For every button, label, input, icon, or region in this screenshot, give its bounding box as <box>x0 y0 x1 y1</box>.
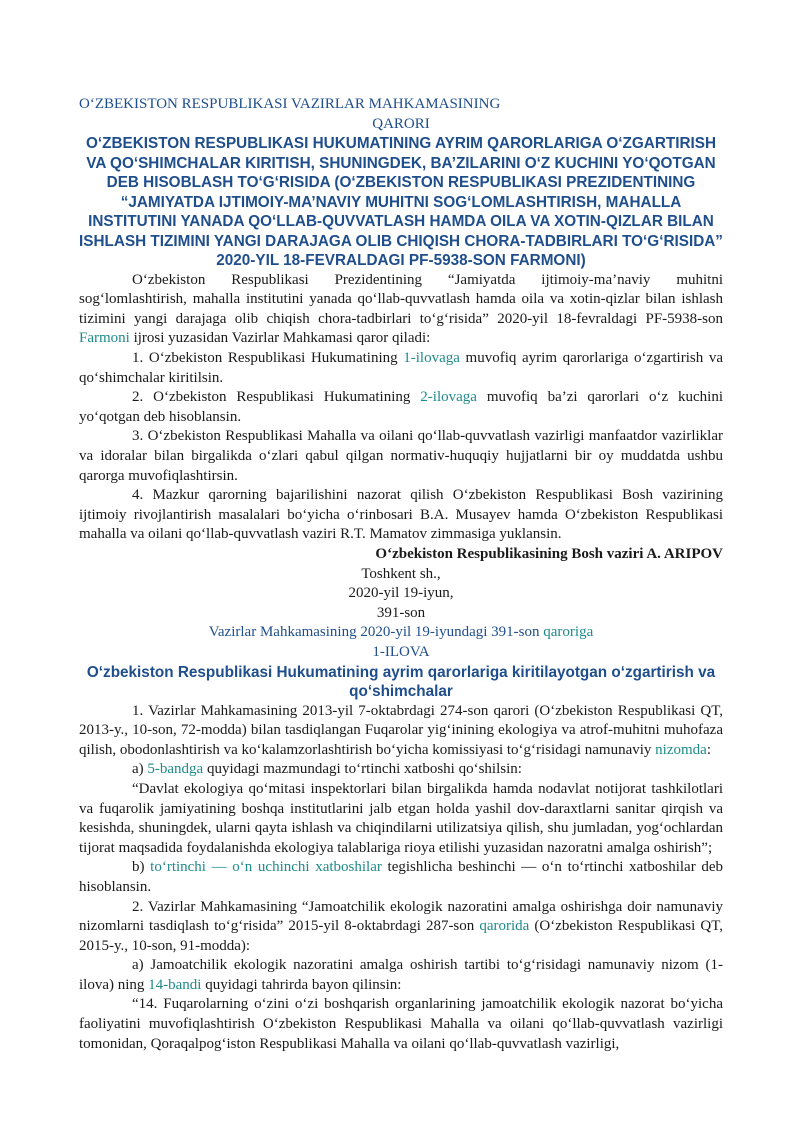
document-number: 391-son <box>376 604 426 621</box>
annex-reference <box>79 623 723 643</box>
item-2-text-b: muvofiq ba’zi qarorlari o‘z kuchini yo‘qotgan deb hisoblansin. <box>79 389 723 425</box>
annex-p1-text-a: 1. Vazirlar Mahkamasining 2013-yil 7-oktabrdagi 274-son qarori (O‘zbekiston Respublikasi QT, 2013-y., 10-son, 72-modda) bilan tasdiqlangan Fuqarolar yig‘inining ekologiya va atrof-muhitni muhofaza qilish, obodonlashtirish va ko‘kalamzorlashtirish bo‘yicha komissiyasi to‘g‘risidagi namunaviy <box>79 702 723 758</box>
annex-paragraph-1b <box>79 858 723 897</box>
annex-paragraph-2 <box>79 898 723 957</box>
bandga-link[interactable]: 5-bandga <box>147 761 204 778</box>
item-4: 4. Mazkur qarorning bajarilishini nazorat qilish O‘zbekiston Respublikasi Bosh vazirining ijtimoiy rivojlantirish masalalari bo‘yicha o‘rinbosari B.A. Musayev hamda O‘zbekiston Respublikasi mahalla va oilani qo‘llab-quvvatlash vaziri R.T. Mamatov zimmasiga yuklansin. <box>79 487 723 543</box>
item-1 <box>79 349 723 388</box>
document-type: QARORI <box>372 115 430 132</box>
item-2 <box>79 388 723 427</box>
intro-text-a: O‘zbekiston Respublikasi Prezidentining “Jamiyatda ijtimoiy-ma’naviy muhitni sog‘lomlashtirish, mahalla institutini yanada qo‘llab-quvvatlash hamda oila va xotin-qizlar bilan ishlash tizimini yangi darajaga olib chiqish chora-tadbirlari to‘g‘risida” 2020-yil 18-fevraldagi PF-5938-son <box>79 271 723 327</box>
item-3: 3. O‘zbekiston Respublikasi Mahalla va oilani qo‘llab-quvvatlash vazirligi manfaatdor vazirliklar va idoralar bilan birgalikda o‘zlari qabul qilgan normativ-huquqiy hujjatlarni bir oy muddatda ushbu qarorga muvofiqlashtirsin. <box>79 428 723 484</box>
annex-p1-text-b: : <box>706 741 711 758</box>
place: Toshkent sh., <box>361 565 441 582</box>
annex-paragraph-1 <box>79 702 723 761</box>
annex-2-link[interactable]: 2-ilovaga <box>420 389 477 406</box>
qaroriga-link[interactable]: qaroriga <box>543 624 594 641</box>
annex-p1b-text-b: tegishlicha beshinchi — o‘n to‘rtinchi xatboshilar deb hisoblansin. <box>79 859 724 895</box>
farmoni-link[interactable]: Farmoni <box>79 330 130 347</box>
annex-1-link[interactable]: 1-ilovaga <box>403 350 460 367</box>
quote-1: “Davlat ekologiya qo‘mitasi inspektorlari bilan birgalikda hamda nodavlat notijorat tashkilotlari va fuqarolik jamiyatining boshqa institutlarini jalb etgan holda yashil dov-daraxtlarni sanitar qirqish va kesishda, shuningdek, ularni qayta ishlash va chiqindilarni utilizatsiya qilish, shu jumladan, yog‘ochlardan tijorat maqsadida foydalanishda ekologiya talablariga rioya etilishi yuzasidan nazoratni amalga oshirish”; <box>79 780 723 856</box>
document-page <box>79 95 723 1054</box>
annex-p2-text-a: 2. Vazirlar Mahkamasining “Jamoatchilik ekologik nazoratini amalga oshirishga doir namunaviy nizomlarni tasdiqlash to‘g‘risida” 2015-yil 8-oktabrdagi 287-son <box>79 898 723 935</box>
annex-p2a-text-a: a) Jamoatchilik ekologik nazoratini amalga oshirish tartibi to‘g‘risidagi namunaviy nizom (1-ilova) ning <box>79 957 723 993</box>
qarorida-link[interactable]: qarorida <box>479 918 530 935</box>
annex-title: O‘zbekiston Respublikasi Hukumatining ayrim qarorlariga kiritilayotgan o‘zgartirish va qo‘shimchalar <box>86 663 716 701</box>
annex-paragraph-2a <box>79 956 723 995</box>
annex-paragraph-1a <box>79 760 723 780</box>
item-2-text-a: 2. O‘zbekiston Respublikasi Hukumatining <box>132 389 421 406</box>
document-title: O‘ZBEKISTON RESPUBLIKASI HUKUMATINING AYRIM QARORLARIGA O‘ZGARTIRISH VA QO‘SHIMCHALAR KIRITISH, SHUNINGDEK, BA’ZILARINI O‘Z KUCHINI YO‘QOTGAN DEB HISOBLASH TO‘G‘RISIDA (O‘ZBEKISTON RESPUBLIKASI PREZIDENTINING “JAMIYATDA IJTIMOIY-MA’NAVIY MUHITNI SOG‘LOMLASHTIRISH, MAHALLA INSTITUTINI YANADA QO‘LLAB-QUVVATLASH HAMDA OILA VA XOTIN-QIZLAR BILAN ISHLASH TIZIMINI YANGI DARAJAGA OLIB CHIQISH CHORA-TADBIRLARI TO‘G‘RISIDA” 2020-YIL 18-FEVRALDAGI PF-5938-SON FARMONI) <box>79 135 723 270</box>
issuer-line: O‘ZBEKISTON RESPUBLIKASI VAZIRLAR MAHKAMASINING <box>79 96 501 112</box>
bandi-link[interactable]: 14-bandi <box>148 976 202 993</box>
intro-text-b: ijrosi yuzasidan Vazirlar Mahkamasi qaror qiladi: <box>129 330 431 347</box>
xatboshilar-link[interactable]: to‘rtinchi — o‘n uchinchi xatboshilar <box>150 859 382 876</box>
annex-p2-text-b: (O‘zbekiston Respublikasi QT, 2015-y., 10-son, 91-modda): <box>79 918 723 954</box>
date: 2020-yil 19-iyun, <box>348 585 454 602</box>
annex-p1a-text-a: a) <box>132 761 148 778</box>
item-1-text-b: muvofiq ayrim qarorlariga o‘zgartirish va qo‘shimchalar kiritilsin. <box>79 350 723 386</box>
signature: O‘zbekiston Respublikasining Bosh vaziri A. ARIPOV <box>375 546 723 562</box>
item-1-text-a: 1. O‘zbekiston Respublikasi Hukumatining <box>132 350 404 367</box>
annex-label: 1-ILOVA <box>372 643 430 660</box>
quote-2: “14. Fuqarolarning o‘zini o‘zi boshqarish organlarining jamoatchilik ekologik nazorat bo‘yicha faoliyatini muvofiqlashtirish O‘zbekiston Respublikasi Mahalla va oilani qo‘llab-quvvatlash vazirligi tomonidan, Qoraqalpog‘iston Respublikasi Mahalla va oilani qo‘llab-quvvatlash vazirligi, <box>79 996 723 1052</box>
intro-paragraph <box>79 271 723 349</box>
annex-reference-text: Vazirlar Mahkamasining 2020-yil 19-iyundagi 391-son <box>208 624 544 641</box>
annex-p1b-text-a: b) <box>132 859 151 876</box>
nizomda-link[interactable]: nizomda <box>655 741 707 758</box>
annex-p2a-text-b: quyidagi tahrirda bayon qilinsin: <box>201 976 402 993</box>
annex-p1a-text-b: quyidagi mazmundagi to‘rtinchi xatboshi qo‘shilsin: <box>203 761 522 778</box>
